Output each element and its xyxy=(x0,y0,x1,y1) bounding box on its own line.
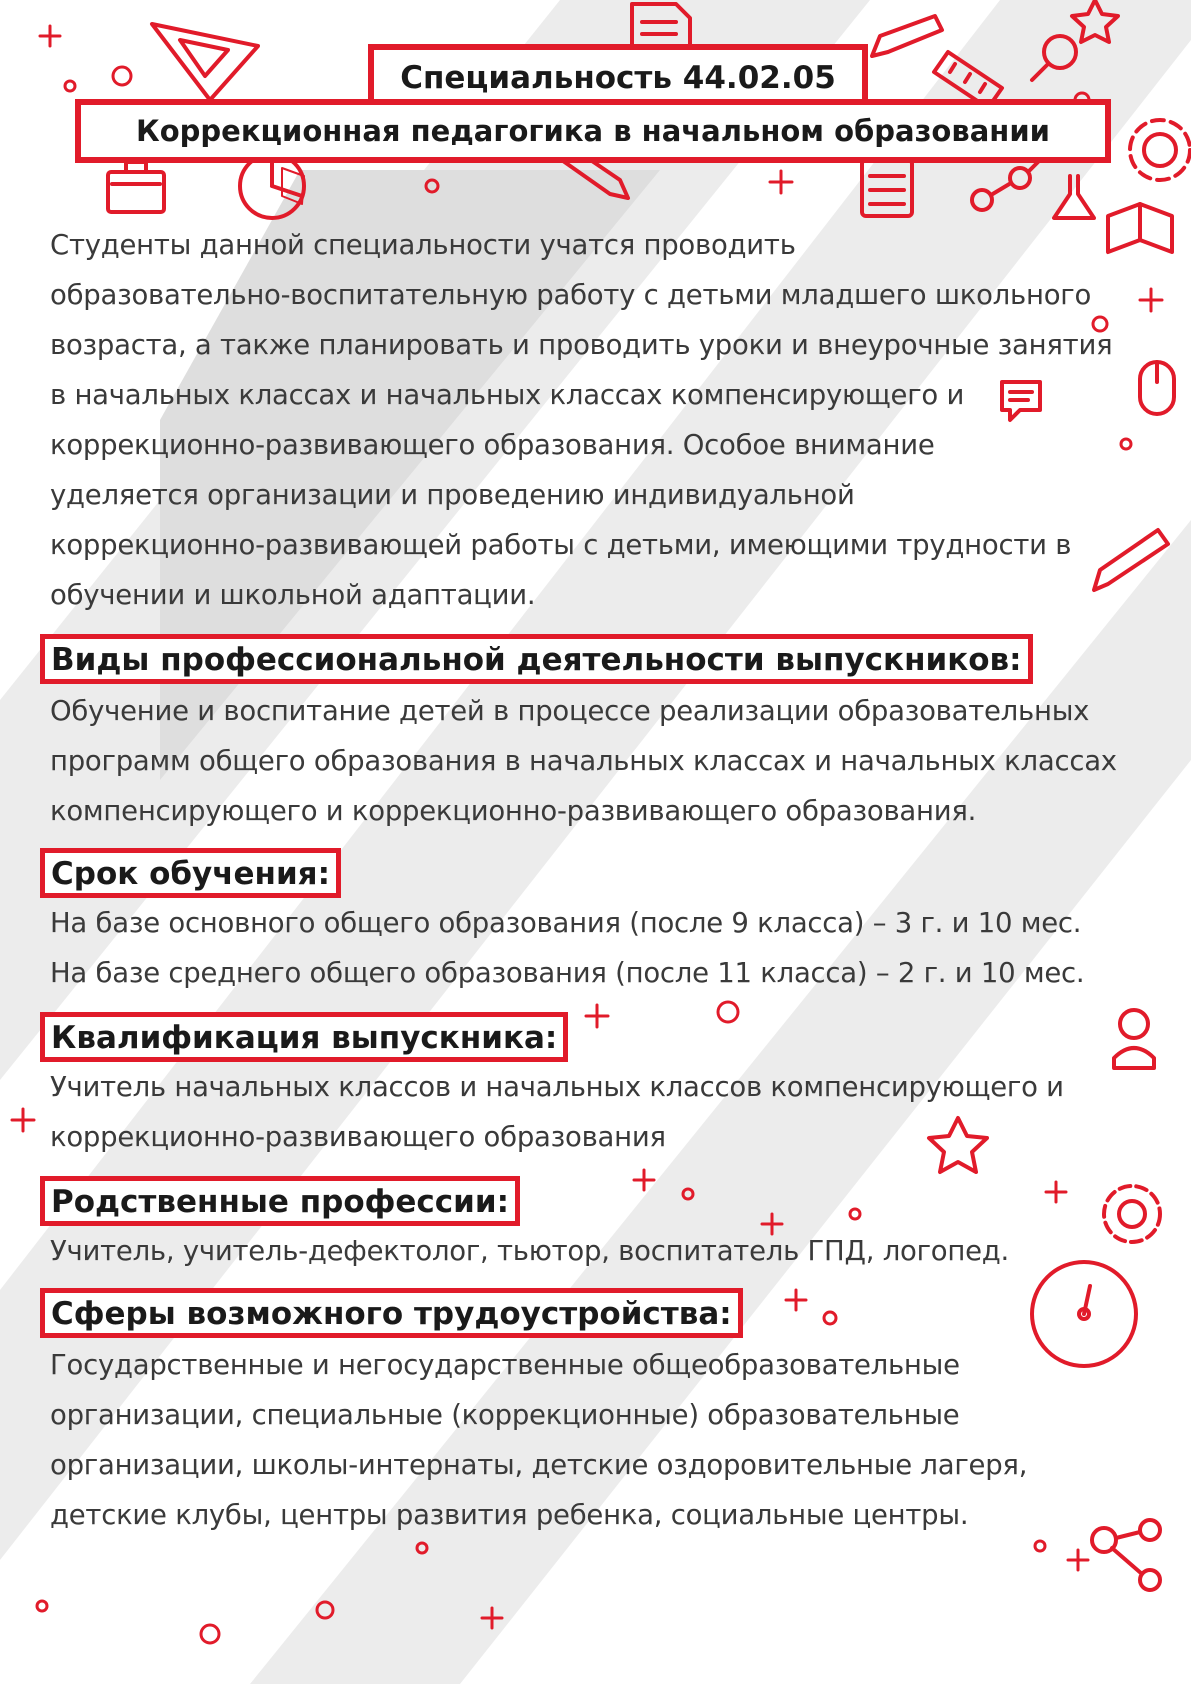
activity-text xyxy=(50,686,1160,836)
program-title: Коррекционная педагогика в начальном образовании xyxy=(75,99,1111,163)
qualification-heading: Квалификация выпускника: xyxy=(40,1012,568,1062)
activity-heading: Виды профессиональной деятельности выпускников: xyxy=(40,634,1033,684)
intro-line: Студенты данной специальности учатся проводить xyxy=(50,229,796,261)
intro-paragraph xyxy=(50,220,1160,620)
duration-line: На базе основного общего образования (после 9 класса) – 3 г. и 10 мес. xyxy=(50,907,1082,939)
employment-line: детские клубы, центры развития ребенка, социальные центры. xyxy=(50,1499,969,1531)
activity-line: Обучение и воспитание детей в процессе реализации образовательных xyxy=(50,695,1090,727)
intro-line: коррекционно-развивающего образования. Особое внимание xyxy=(50,429,935,461)
intro-line: образовательно-воспитательную работу с детьми младшего школьного xyxy=(50,279,1092,311)
qualification-line: Учитель начальных классов и начальных классов компенсирующего и xyxy=(50,1071,1064,1103)
employment-line: Государственные и негосударственные общеобразовательные xyxy=(50,1349,960,1381)
employment-heading: Сферы возможного трудоустройства: xyxy=(40,1288,743,1338)
intro-line: возраста, а также планировать и проводить уроки и внеурочные занятия xyxy=(50,329,1113,361)
duration-heading: Срок обучения: xyxy=(40,848,341,898)
employment-line: организации, школы-интернаты, детские оздоровительные лагеря, xyxy=(50,1449,1028,1481)
activity-line: компенсирующего и коррекционно-развивающего образования. xyxy=(50,795,977,827)
intro-line: уделяется организации и проведению индивидуальной xyxy=(50,479,855,511)
employment-line: организации, специальные (коррекционные) образовательные xyxy=(50,1399,960,1431)
activity-line: программ общего образования в начальных классах и начальных классах xyxy=(50,745,1117,777)
intro-line: обучении и школьной адаптации. xyxy=(50,579,536,611)
related-professions-heading: Родственные профессии: xyxy=(40,1176,520,1226)
duration-text xyxy=(50,898,1160,998)
duration-line: На базе среднего общего образования (после 11 класса) – 2 г. и 10 мес. xyxy=(50,957,1085,989)
intro-line: в начальных классах и начальных классах компенсирующего и xyxy=(50,379,965,411)
specialty-code: Специальность 44.02.05 xyxy=(368,44,868,112)
qualification-text xyxy=(50,1062,1160,1162)
employment-text xyxy=(50,1340,1160,1540)
related-professions-line: Учитель, учитель-дефектолог, тьютор, воспитатель ГПД, логопед. xyxy=(50,1235,1010,1267)
related-professions-text xyxy=(50,1226,1160,1276)
qualification-line: коррекционно-развивающего образования xyxy=(50,1121,666,1153)
intro-line: коррекционно-развивающей работы с детьми, имеющими трудности в xyxy=(50,529,1072,561)
